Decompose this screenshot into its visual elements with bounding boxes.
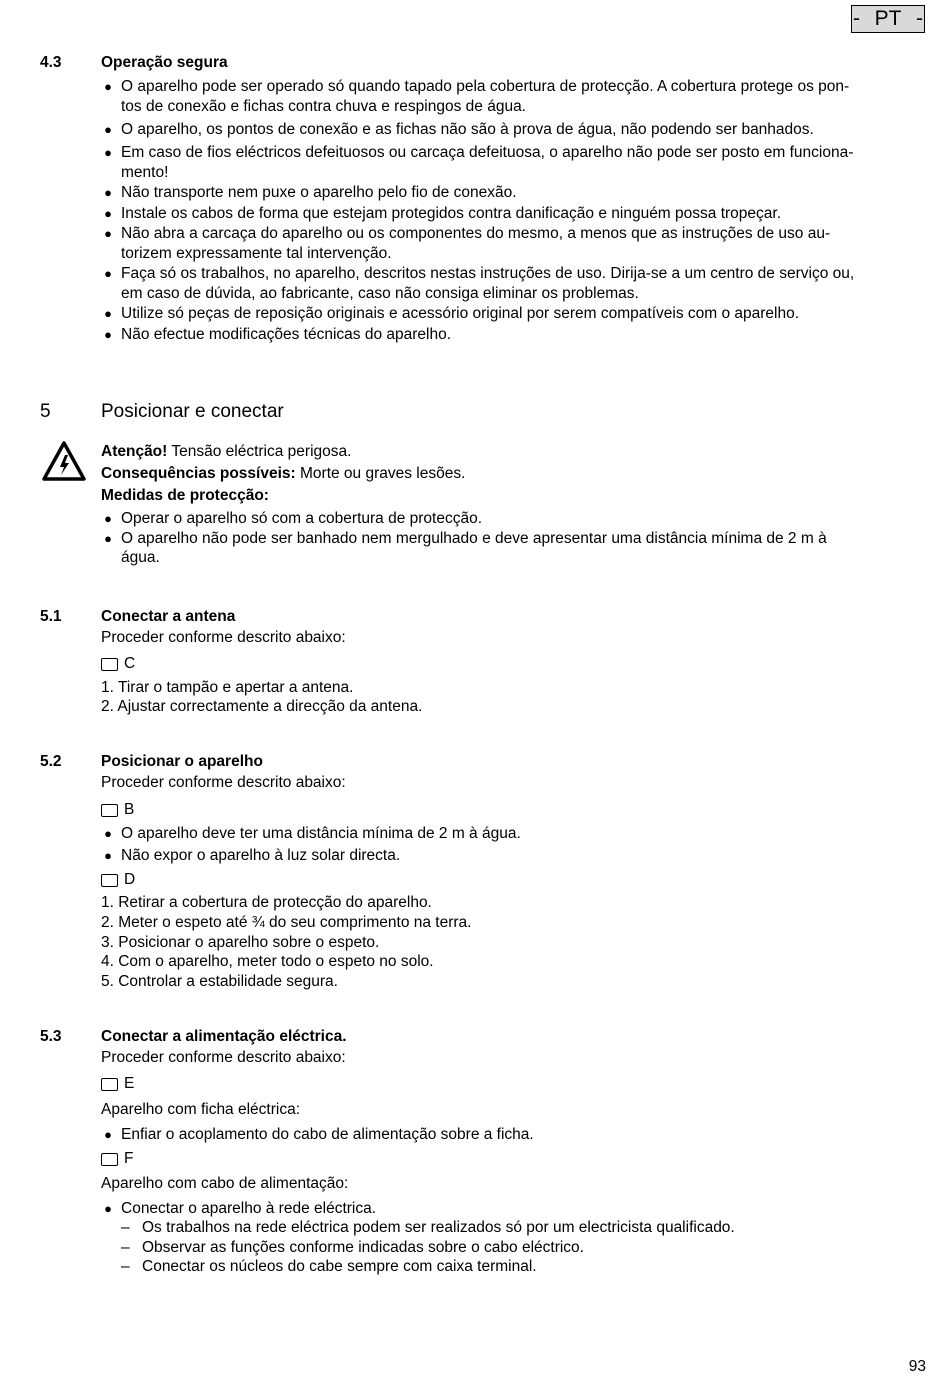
electric-hazard-warning-icon <box>41 440 87 482</box>
bullet: ● <box>104 122 112 137</box>
figure-reference: D <box>101 870 135 890</box>
bullet: ● <box>104 1201 112 1216</box>
section-5-3-number: 5.3 <box>40 1028 62 1045</box>
page-number: 93 <box>908 1358 926 1375</box>
list-item: O aparelho não pode ser banhado nem mergulhado e deve apresentar uma distância mínima de 2 m à <box>121 530 827 547</box>
bullet: ● <box>104 306 112 321</box>
section-intro: Proceder conforme descrito abaixo: <box>101 629 346 646</box>
plug-label: Aparelho com ficha eléctrica: <box>101 1101 301 1118</box>
figure-reference: E <box>101 1074 134 1094</box>
bullet: ● <box>104 79 112 94</box>
list-item: Utilize só peças de reposição originais e acessório original por serem compatíveis com o aparelho. <box>121 305 800 322</box>
warning-measures-label: Medidas de protecção: <box>101 487 269 504</box>
bullet: ● <box>104 206 112 221</box>
sub-item: Conectar os núcleos do cabe sempre com caixa terminal. <box>142 1258 537 1275</box>
list-item: O aparelho pode ser operado só quando tapado pela cobertura de protecção. A cobertura protege os pon- <box>121 78 850 95</box>
list-item: Em caso de fios eléctricos defeituosos ou carcaça defeituosa, o aparelho não pode ser posto em funciona- <box>121 144 854 161</box>
sub-item: Observar as funções conforme indicadas sobre o cabo eléctrico. <box>142 1239 584 1256</box>
figure-icon <box>101 1078 118 1091</box>
bullet: ● <box>104 848 112 863</box>
cable-label: Aparelho com cabo de alimentação: <box>101 1175 349 1192</box>
language-tab <box>851 5 925 33</box>
step: 1. Retirar a cobertura de protecção do aparelho. <box>101 894 432 911</box>
bullet: ● <box>104 327 112 342</box>
section-4-3-number: 4.3 <box>40 54 62 71</box>
section-intro: Proceder conforme descrito abaixo: <box>101 774 346 791</box>
bullet: ● <box>104 1127 112 1142</box>
lang-tab-code: PT <box>874 7 902 30</box>
lang-tab-right: - <box>916 7 923 30</box>
step: 1. Tirar o tampão e apertar a antena. <box>101 679 354 696</box>
bullet: ● <box>104 826 112 841</box>
section-5-number: 5 <box>40 401 51 422</box>
list-item: Operar o aparelho só com a cobertura de protecção. <box>121 510 483 527</box>
sub-item: Os trabalhos na rede eléctrica podem ser realizados só por um electricista qualificado. <box>142 1219 735 1236</box>
bullet: ● <box>104 531 112 546</box>
section-4-3-title: Operação segura <box>101 54 228 71</box>
bullet: ● <box>104 266 112 281</box>
section-5-title: Posicionar e conectar <box>101 401 284 422</box>
list-item: O aparelho, os pontos de conexão e as fichas não são à prova de água, não podendo ser banhados. <box>121 121 814 138</box>
bullet: ● <box>104 185 112 200</box>
list-item-cont: em caso de dúvida, ao fabricante, caso não consiga eliminar os problemas. <box>121 285 639 302</box>
list-item-cont: mento! <box>121 164 169 181</box>
section-5-3-title: Conectar a alimentação eléctrica. <box>101 1028 347 1045</box>
section-5-2-number: 5.2 <box>40 753 62 770</box>
figure-reference: F <box>101 1149 133 1169</box>
warning-attention: Atenção! Tensão eléctrica perigosa. <box>101 443 352 460</box>
list-item: Não efectue modificações técnicas do aparelho. <box>121 326 452 343</box>
bullet: ● <box>104 145 112 160</box>
list-item: Não transporte nem puxe o aparelho pelo fio de conexão. <box>121 184 517 201</box>
warning-consequences: Consequências possíveis: Morte ou graves lesões. <box>101 465 466 482</box>
dash-marker: – <box>121 1239 130 1256</box>
list-item-cont: torizem expressamente tal intervenção. <box>121 245 392 262</box>
list-item: Não expor o aparelho à luz solar directa. <box>121 847 401 864</box>
bullet: ● <box>104 226 112 241</box>
list-item: Não abra a carcaça do aparelho ou os componentes do mesmo, a menos que as instruções de uso au- <box>121 225 831 242</box>
section-5-1-title: Conectar a antena <box>101 608 236 625</box>
figure-reference: B <box>101 800 134 820</box>
list-item: Instale os cabos de forma que estejam protegidos contra danificação e ninguém possa tropeçar. <box>121 205 782 222</box>
lang-tab-left: - <box>853 7 860 30</box>
list-item-cont: água. <box>121 549 160 566</box>
list-item: Enfiar o acoplamento do cabo de alimentação sobre a ficha. <box>121 1126 534 1143</box>
figure-icon <box>101 804 118 817</box>
list-item-cont: tos de conexão e fichas contra chuva e respingos de água. <box>121 98 526 115</box>
dash-marker: – <box>121 1258 130 1275</box>
step: 2. Meter o espeto até ¾ do seu comprimento na terra. <box>101 914 472 931</box>
step: 5. Controlar a estabilidade segura. <box>101 973 338 990</box>
step: 3. Posicionar o aparelho sobre o espeto. <box>101 934 380 951</box>
figure-icon <box>101 1153 118 1166</box>
section-5-2-title: Posicionar o aparelho <box>101 753 263 770</box>
figure-icon <box>101 874 118 887</box>
step: 4. Com o aparelho, meter todo o espeto no solo. <box>101 953 434 970</box>
list-item: O aparelho deve ter uma distância mínima de 2 m à água. <box>121 825 521 842</box>
list-item: Conectar o aparelho à rede eléctrica. <box>121 1200 377 1217</box>
list-item: Faça só os trabalhos, no aparelho, descritos nestas instruções de uso. Dirija-se a um centro de serviço ou, <box>121 265 855 282</box>
bullet: ● <box>104 511 112 526</box>
section-5-1-number: 5.1 <box>40 608 62 625</box>
step: 2. Ajustar correctamente a direcção da antena. <box>101 698 423 715</box>
section-intro: Proceder conforme descrito abaixo: <box>101 1049 346 1066</box>
figure-reference: C <box>101 654 135 674</box>
dash-marker: – <box>121 1219 130 1236</box>
figure-icon <box>101 658 118 671</box>
